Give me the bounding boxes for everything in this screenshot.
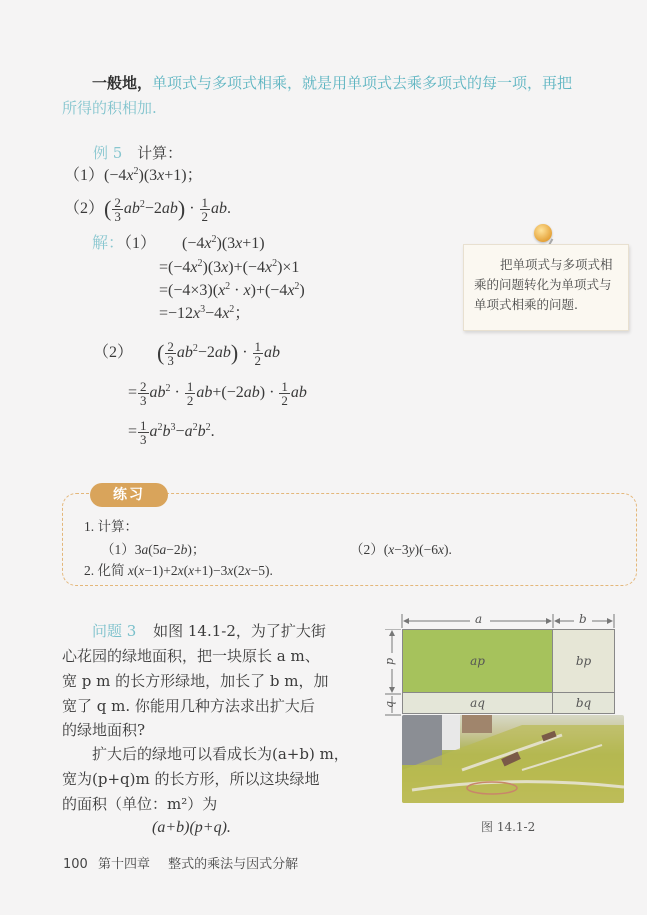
dimension-column [385, 629, 401, 719]
problem3-line-1 [92, 620, 326, 642]
page-number: 100 [63, 857, 88, 872]
dimension-row [400, 614, 634, 628]
rule-text-2: 所得的积相加. [62, 99, 157, 117]
part-number: （1） [124, 235, 157, 252]
example-5-heading [93, 142, 182, 164]
part-number: （2） [93, 344, 134, 362]
page-footer [63, 853, 298, 872]
cell-ap: ap [402, 629, 553, 693]
example-item-2: （2）( $\frac{2}{3}$ $ab^2-2ab$) · $\frac{1}{2}$ ab. [64, 195, 232, 224]
practice-q2: 2. 化简 x(x−1)+2x(x+1)−3x(2x−5). [84, 563, 273, 578]
answer-line-1: 扩大后的绿地可以看成长为(a+b) m， [92, 745, 349, 763]
cell-bp: bp [553, 629, 615, 693]
note-text: 把单项式与多项式相乘的问题转化为单项式与单项式相乘的问题. [474, 257, 613, 312]
problem3-line-5: 的绿地面积? [62, 721, 146, 739]
item-number: （1） [64, 167, 105, 184]
solution-part2-line-2: = $\frac{2}{3}$ $ab^2$ · $\frac{1}{2}$ ab+(−2ab) · $\frac{1}{2}$ ab [128, 379, 307, 408]
practice-badge: 练习 [90, 483, 168, 507]
example-label: 例 5 [93, 144, 123, 162]
chapter-label: 第十四章 [97, 857, 150, 872]
intro-lead: 一般地， [92, 74, 153, 92]
answer-line-3: 的面积（单位：m²）为 [62, 795, 218, 813]
practice-q1-item-2: （2）(x−3y)(−6x). [350, 542, 452, 557]
problem3-line-3: 宽 p m 的长方形绿地，加长了 b m，加 [62, 672, 329, 690]
example-title: 计算： [137, 144, 183, 162]
example-item-1: $(1)(-4x^2)(3x+1)$； [64, 166, 203, 184]
solution-part2-line-3: = $\frac{1}{3}$ $a^2b^3-a^2b^2$. [128, 418, 215, 447]
practice-q1-label: 1. 计算： [84, 519, 138, 534]
rule-text-1: 单项式与多项式相乘，就是用单项式去乘多项式的每一项，再把 [152, 74, 573, 92]
practice-q1-item-1: （1）3a(5a−2b)； [101, 542, 206, 557]
solution-part1-line-4: $=-12x^3-4x^2$； [159, 304, 251, 322]
problem-text: 如图 14.1-2，为了扩大街 [153, 622, 326, 640]
dim-p: p [383, 657, 397, 666]
solution-part1-line-2: $=(-4x^2)(3x)+(-4x^2)\times 1$ [159, 258, 300, 276]
problem3-line-2: 心花园的绿地面积，把一块原长 a m、 [62, 647, 320, 665]
chapter-title: 整式的乘法与因式分解 [168, 857, 299, 872]
dim-q: q [383, 700, 397, 709]
cell-bq: bq [553, 693, 615, 714]
solution-part1-line-3: $=(-4\times 3)(x^2 \cdot x)+(-4x^2)$ [159, 281, 305, 299]
answer-line-2: 宽为(p+q)m 的长方形，所以这块绿地 [62, 770, 320, 788]
area-diagram [402, 627, 634, 717]
garden-photo [402, 715, 624, 803]
problem-label: 问题 3 [92, 622, 137, 640]
figure-caption: 图 14.1-2 [481, 820, 536, 834]
solution-part2-line-1: （2） ( $\frac{2}{3}$ $ab^2-2ab$) · $\frac{1}{2}$ ab [93, 339, 281, 368]
side-note [463, 244, 629, 331]
solution-part1-line-1: 解：（1） $(-4x^2)(3x+1)$ [92, 234, 265, 252]
pushpin-icon [534, 224, 552, 242]
dim-b: b [579, 612, 587, 626]
dim-a: a [475, 612, 483, 626]
intro-line-1 [92, 72, 572, 94]
cell-aq: aq [402, 693, 553, 714]
area-formula: (a+b)(p+q). [152, 819, 231, 836]
item-number: （2） [64, 200, 105, 218]
solution-label: 解： [92, 235, 125, 252]
problem3-line-4: 宽了 q m. 你能用几种方法求出扩大后 [62, 697, 315, 715]
